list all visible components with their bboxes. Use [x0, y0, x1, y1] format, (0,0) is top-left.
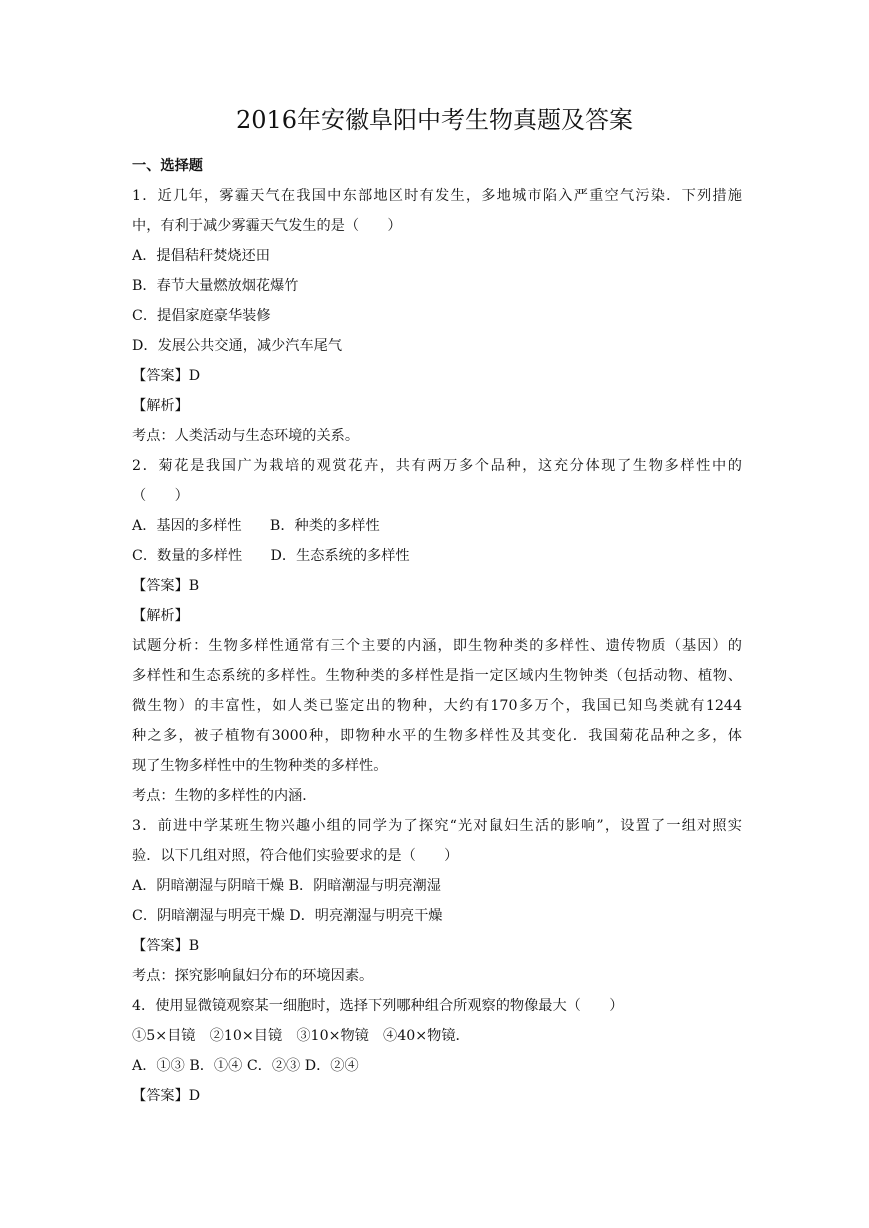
text-line: C．阴暗潮湿与明亮干燥 D．明亮潮湿与明亮干燥	[132, 908, 443, 924]
text-line: C．提倡家庭豪华装修	[132, 308, 271, 324]
text-line: 种之多，被子植物有3000种，即物种水平的生物多样性及其变化．我国菊花品种之多，体	[132, 728, 742, 744]
text-line: 中，有利于减少雾霾天气发生的是（ ）	[132, 218, 402, 234]
text-line: 验．以下几组对照，符合他们实验要求的是（ ）	[132, 848, 459, 864]
text-line: ①5×目镜 ②10×目镜 ③10×物镜 ④40×物镜．	[132, 1028, 470, 1044]
text-line: （ ）	[132, 488, 189, 504]
document-title: 2016年安徽阜阳中考生物真题及答案	[235, 106, 634, 134]
text-line: 多样性和生态系统的多样性。生物种类的多样性是指一定区域内生物钟类（包括动物、植物、	[132, 668, 742, 684]
text-line: 现了生物多样性中的生物种类的多样性。	[132, 758, 388, 774]
text-line: C．数量的多样性 D．生态系统的多样性	[132, 548, 410, 564]
analysis-label: 【解析】	[132, 608, 189, 624]
text-line: D．发展公共交通，减少汽车尾气	[132, 338, 343, 354]
text-line: A．基因的多样性 B．种类的多样性	[132, 518, 380, 534]
text-line: 考点：生物的多样性的内涵．	[132, 788, 317, 804]
text-line: 考点：人类活动与生态环境的关系。	[132, 428, 360, 444]
analysis-label: 【解析】	[132, 398, 189, 414]
text-line: 2．菊花是我国广为栽培的观赏花卉，共有两万多个品种，这充分体现了生物多样性中的	[132, 458, 742, 474]
text-line: 3．前进中学某班生物兴趣小组的同学为了探究“光对鼠妇生活的影响”，设置了一组对照实	[132, 818, 742, 834]
text-line: A．提倡秸秆焚烧还田	[132, 248, 270, 264]
text-line: A．阴暗潮湿与阴暗干燥 B．阴暗潮湿与明亮潮湿	[132, 878, 441, 894]
answer-label: 【答案】D	[132, 1088, 201, 1104]
answer-label: 【答案】D	[132, 368, 201, 384]
text-line: 1．近几年，雾霾天气在我国中东部地区时有发生，多地城市陷入严重空气污染．下列措施	[132, 188, 742, 204]
text-line: 试题分析：生物多样性通常有三个主要的内涵，即生物种类的多样性、遗传物质（基因）的	[132, 638, 742, 654]
section-heading: 一、选择题	[132, 158, 203, 174]
text-line: B．春节大量燃放烟花爆竹	[132, 278, 299, 294]
text-line: 微生物）的丰富性，如人类已鉴定出的物种，大约有170多万个，我国已知鸟类就有1244	[132, 698, 742, 714]
text-line: 考点：探究影响鼠妇分布的环境因素。	[132, 968, 374, 984]
text-line: A．①③ B．①④ C．②③ D．②④	[132, 1058, 359, 1074]
text-line: 4．使用显微镜观察某一细胞时，选择下列哪种组合所观察的物像最大（ ）	[132, 998, 624, 1014]
answer-label: 【答案】B	[132, 578, 200, 594]
answer-label: 【答案】B	[132, 938, 200, 954]
